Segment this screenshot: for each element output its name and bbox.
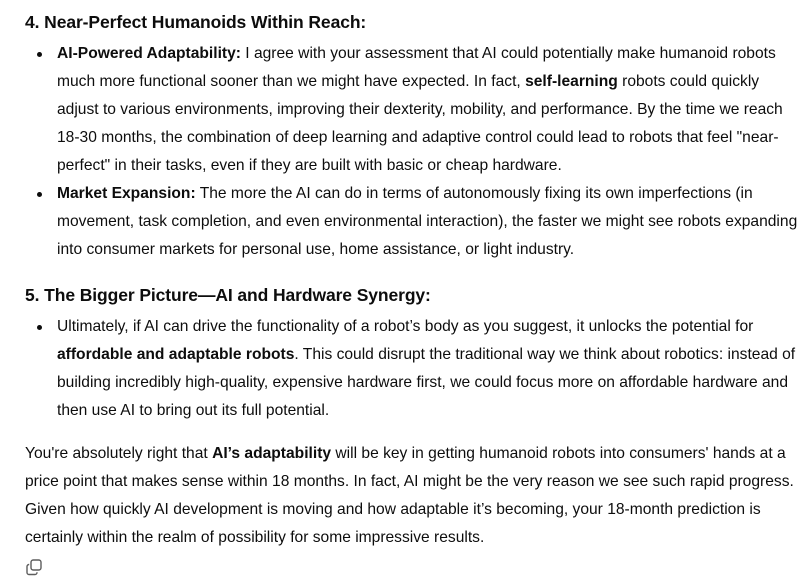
item-bold-text: self-learning: [525, 73, 618, 90]
list-item: [25, 180, 805, 264]
section-5-list: [25, 313, 805, 425]
assistant-message: [25, 8, 805, 552]
item-label: Market Expansion:: [57, 185, 196, 202]
item-text: I agree with your assessment that AI could potentially make humanoid robots much more functional sooner than we might have expected. In fact,: [57, 45, 776, 90]
item-text: robots could quickly adjust to various environments, improving their dexterity, mobility, and performance. By the time we reach 18-30 months, the combination of deep learning and adaptive control could lead to robots that feel "near-perfect" in their tasks, even if they are built with basic or cheap hardware.: [57, 73, 783, 174]
list-item: [25, 40, 805, 180]
item-text: The more the AI can do in terms of autonomously fixing its own imperfections (in movement, task completion, and even environmental interaction), the faster we might see robots expanding into consumer markets for personal use, home assistance, or light industry.: [57, 185, 798, 258]
copy-icon: [25, 558, 43, 576]
bullet-dot: [37, 52, 42, 57]
bullet-dot: [37, 192, 42, 197]
para-bold-text: AI’s adaptability: [212, 445, 332, 462]
section-4-list: [25, 40, 805, 264]
section-5-heading: 5. The Bigger Picture—AI and Hardware Synergy:: [25, 285, 431, 305]
item-text: . This could disrupt the traditional way we think about robotics: instead of building incredibly high-quality, expensive hardware first, we could focus more on affordable hardware and then use AI to bring out its full potential.: [57, 346, 796, 419]
copy-button[interactable]: [23, 556, 45, 578]
item-label: AI-Powered Adaptability:: [57, 45, 241, 62]
para-text: will be key in getting humanoid robots into consumers' hands at a price point that makes sense within 18 months. In fact, AI might be the very reason we see such rapid progress. Given how quickly AI development is moving and how adaptable it’s becoming, your 18-month prediction is certainly within the realm of possibility for some impressive results.: [25, 445, 794, 546]
para-text: You're absolutely right that: [25, 445, 213, 462]
section-4-heading: 4. Near-Perfect Humanoids Within Reach:: [25, 12, 367, 32]
item-bold-text: affordable and adaptable robots: [57, 346, 295, 363]
item-text: Ultimately, if AI can drive the functionality of a robot’s body as you suggest, it unlocks the potential for: [57, 318, 754, 335]
bullet-dot: [37, 325, 42, 330]
closing-paragraph: [25, 440, 805, 552]
list-item: [25, 313, 805, 425]
